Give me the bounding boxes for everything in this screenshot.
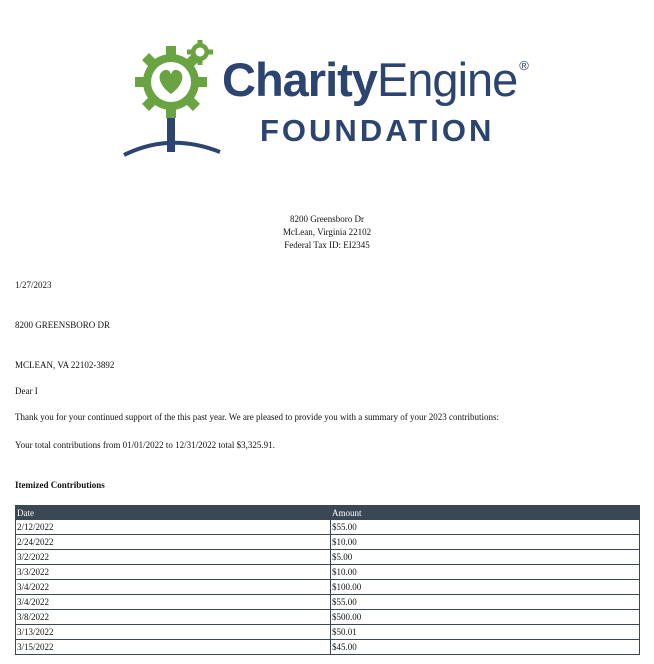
column-header-date: Date [16, 506, 331, 520]
total-contributions: Your total contributions from 01/01/2022 to 12/31/2022 total $3,325.91. [15, 440, 275, 450]
amount-cell: $45.00 [331, 640, 640, 655]
amount-cell: $50.01 [331, 625, 640, 640]
amount-cell: $55.00 [331, 595, 640, 610]
table-row [16, 565, 640, 580]
date-cell: 3/4/2022 [16, 580, 331, 595]
contributions-table [15, 505, 640, 655]
table-row [16, 595, 640, 610]
brand-name [222, 52, 526, 107]
date-cell: 3/4/2022 [16, 595, 331, 610]
brand-secondary: Engine [376, 53, 518, 106]
table-row [16, 580, 640, 595]
section-title: Itemized Contributions [15, 480, 105, 490]
registered-mark: ® [519, 58, 528, 73]
letter-date: 1/27/2023 [15, 280, 52, 290]
salutation: Dear I [15, 386, 38, 396]
table-row [16, 610, 640, 625]
date-cell: 3/13/2022 [16, 625, 331, 640]
org-address [0, 213, 654, 252]
org-street: 8200 Greensboro Dr [290, 214, 364, 224]
recipient-street: 8200 GREENSBORO DR [15, 320, 111, 330]
column-header-amount: Amount [331, 506, 640, 520]
table-row [16, 520, 640, 535]
date-cell: 2/12/2022 [16, 520, 331, 535]
table-header-row [16, 506, 640, 520]
amount-cell: $55.00 [331, 520, 640, 535]
org-city-state-zip: McLean, Virginia 22102 [282, 227, 372, 237]
recipient-city: MCLEAN, VA 22102-3892 [15, 360, 115, 370]
amount-cell: $10.00 [331, 535, 640, 550]
amount-cell: $100.00 [331, 580, 640, 595]
amount-cell: $10.00 [331, 565, 640, 580]
thank-you-paragraph: Thank you for your continued support of the this past year. We are pleased to provide you with a summary of your 2023 contributions: [15, 412, 500, 422]
amount-cell: $500.00 [331, 610, 640, 625]
table-row [16, 625, 640, 640]
date-cell: 3/2/2022 [16, 550, 331, 565]
date-cell: 3/3/2022 [16, 565, 331, 580]
table-row [16, 640, 640, 655]
brand-primary: Charity [222, 53, 377, 106]
date-cell: 2/24/2022 [16, 535, 331, 550]
date-cell: 3/15/2022 [16, 640, 331, 655]
date-cell: 3/8/2022 [16, 610, 331, 625]
amount-cell: $5.00 [331, 550, 640, 565]
table-row [16, 550, 640, 565]
brand-subtitle: FOUNDATION [260, 113, 495, 148]
table-row [16, 535, 640, 550]
org-tax-id: Federal Tax ID: EI2345 [284, 240, 370, 250]
